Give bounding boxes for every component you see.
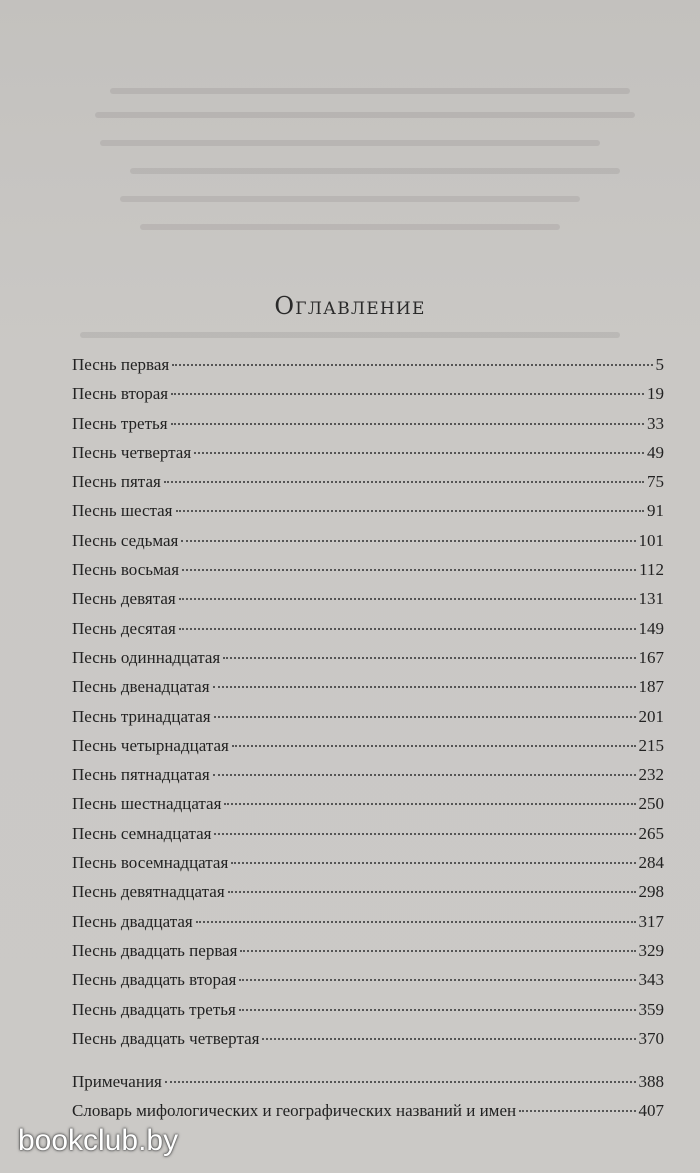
dot-leader — [240, 950, 635, 952]
toc-entry[interactable] — [72, 995, 664, 1024]
toc-entry-page-number: 112 — [639, 560, 664, 580]
dot-leader — [194, 452, 644, 454]
toc-entry[interactable] — [72, 907, 664, 936]
toc-entry[interactable] — [72, 877, 664, 906]
toc-entry-page-number: 131 — [638, 589, 664, 609]
toc-entry-page-number: 232 — [638, 765, 664, 785]
toc-entry[interactable] — [72, 409, 664, 438]
dot-leader — [181, 540, 635, 542]
toc-entry-label: Песнь первая — [72, 355, 170, 374]
dot-leader — [182, 569, 636, 571]
toc-entry[interactable] — [72, 965, 664, 994]
toc-entry[interactable] — [72, 467, 664, 496]
toc-entry-label: Песнь двадцать вторая — [72, 970, 237, 990]
toc-entry-page-number: 317 — [638, 911, 664, 931]
toc-entry-page-number: 187 — [638, 677, 664, 697]
toc-entry[interactable] — [72, 496, 664, 525]
toc-entry-page-number: 167 — [638, 647, 664, 667]
toc-entry[interactable] — [72, 379, 664, 408]
toc-entry[interactable] — [72, 350, 664, 379]
bleed-through-line — [110, 88, 630, 94]
dot-leader — [224, 803, 635, 805]
dot-leader — [519, 1110, 635, 1112]
bleed-through-line — [140, 224, 560, 230]
toc-entry-page-number: 265 — [638, 823, 664, 843]
dot-leader — [239, 1009, 636, 1011]
toc-entry[interactable] — [72, 760, 664, 789]
toc-entry-label: Песнь шестнадцатая — [72, 794, 222, 814]
toc-entry[interactable] — [72, 555, 664, 584]
toc-entry-label: Песнь двадцатая — [72, 911, 193, 931]
dot-leader — [213, 774, 636, 776]
toc-entry[interactable] — [72, 526, 664, 555]
toc-entry-label: Песнь девятнадцатая — [72, 882, 225, 902]
toc-entry[interactable] — [72, 848, 664, 877]
toc-entry-label: Песнь третья — [72, 413, 168, 433]
toc-entry-page-number: 75 — [647, 472, 664, 492]
toc-entry-label: Словарь мифологических и географических названий и имен — [72, 1101, 517, 1121]
toc-entry-label: Песнь двадцать четвертая — [72, 1028, 260, 1048]
dot-leader — [179, 598, 636, 600]
toc-entry[interactable] — [72, 936, 664, 965]
table-of-contents — [72, 350, 664, 1126]
toc-entry[interactable] — [72, 1067, 664, 1096]
toc-entry[interactable] — [72, 731, 664, 760]
toc-entry[interactable] — [72, 702, 664, 731]
toc-entry-page-number: 33 — [647, 413, 664, 433]
toc-entry-page-number: 149 — [638, 618, 664, 638]
toc-entry-label: Песнь шестая — [72, 501, 173, 521]
dot-leader — [228, 891, 636, 893]
dot-leader — [214, 716, 636, 718]
toc-entry-page-number: 250 — [638, 794, 664, 814]
toc-entry[interactable] — [72, 438, 664, 467]
toc-entry-page-number: 284 — [638, 853, 664, 873]
dot-leader — [176, 510, 645, 512]
toc-entry[interactable] — [72, 614, 664, 643]
dot-leader — [171, 393, 644, 395]
toc-entry-page-number: 91 — [647, 501, 664, 521]
toc-entry-label: Примечания — [72, 1072, 162, 1092]
dot-leader — [213, 686, 636, 688]
dot-leader — [179, 628, 636, 630]
toc-entry-page-number: 201 — [638, 706, 664, 726]
toc-entry-page-number: 329 — [638, 940, 664, 960]
dot-leader — [165, 1081, 636, 1083]
dot-leader — [231, 862, 635, 864]
toc-entry-page-number: 359 — [638, 999, 664, 1019]
section-gap — [72, 1053, 664, 1067]
bleed-through-line — [120, 196, 580, 202]
dot-leader — [172, 364, 652, 366]
toc-entry-page-number: 370 — [638, 1028, 664, 1048]
toc-entry-label: Песнь пятнадцатая — [72, 765, 210, 785]
bleed-through-line — [80, 332, 620, 338]
toc-entry-label: Песнь двенадцатая — [72, 677, 210, 697]
toc-entry-page-number: 49 — [647, 442, 664, 462]
toc-entry-label: Песнь семнадцатая — [72, 823, 212, 843]
toc-entry[interactable] — [72, 1024, 664, 1053]
toc-entry-label: Песнь девятая — [72, 589, 176, 609]
toc-entry-label: Песнь четырнадцатая — [72, 735, 229, 755]
toc-entry-label: Песнь четвертая — [72, 442, 192, 462]
dot-leader — [223, 657, 635, 659]
toc-entry-label: Песнь двадцать первая — [72, 940, 238, 960]
dot-leader — [214, 833, 635, 835]
toc-entry-label: Песнь восемнадцатая — [72, 853, 229, 873]
toc-entry[interactable] — [72, 672, 664, 701]
bleed-through-line — [100, 140, 600, 146]
toc-entry-page-number: 343 — [638, 970, 664, 990]
dot-leader — [262, 1038, 635, 1040]
toc-entry-page-number: 19 — [647, 384, 664, 404]
toc-entry[interactable] — [72, 789, 664, 818]
toc-entry[interactable] — [72, 584, 664, 613]
watermark: bookclub.by — [18, 1124, 179, 1157]
dot-leader — [239, 979, 635, 981]
toc-entry-page-number: 298 — [638, 882, 664, 902]
toc-entry-page-number: 388 — [638, 1072, 664, 1092]
bleed-through-line — [95, 112, 635, 118]
toc-entry-label: Песнь восьмая — [72, 560, 180, 580]
toc-entry-label: Песнь седьмая — [72, 530, 179, 550]
dot-leader — [164, 481, 644, 483]
toc-entry-page-number: 407 — [638, 1101, 664, 1121]
dot-leader — [171, 423, 644, 425]
toc-entry[interactable] — [72, 819, 664, 848]
toc-entry-page-number: 215 — [638, 735, 664, 755]
toc-entry-label: Песнь пятая — [72, 472, 161, 492]
toc-entry-label: Песнь десятая — [72, 618, 176, 638]
dot-leader — [232, 745, 636, 747]
toc-entry-label: Песнь вторая — [72, 384, 169, 404]
toc-entry-page-number: 5 — [655, 355, 664, 374]
toc-entry-label: Песнь одиннадцатая — [72, 647, 221, 667]
toc-entry-page-number: 101 — [638, 530, 664, 550]
toc-entry-label: Песнь тринадцатая — [72, 706, 211, 726]
dot-leader — [196, 921, 636, 923]
toc-entry-label: Песнь двадцать третья — [72, 999, 236, 1019]
toc-entry[interactable] — [72, 1096, 664, 1125]
page-title: Оглавление — [274, 292, 426, 320]
toc-entry[interactable] — [72, 643, 664, 672]
bleed-through-line — [130, 168, 620, 174]
